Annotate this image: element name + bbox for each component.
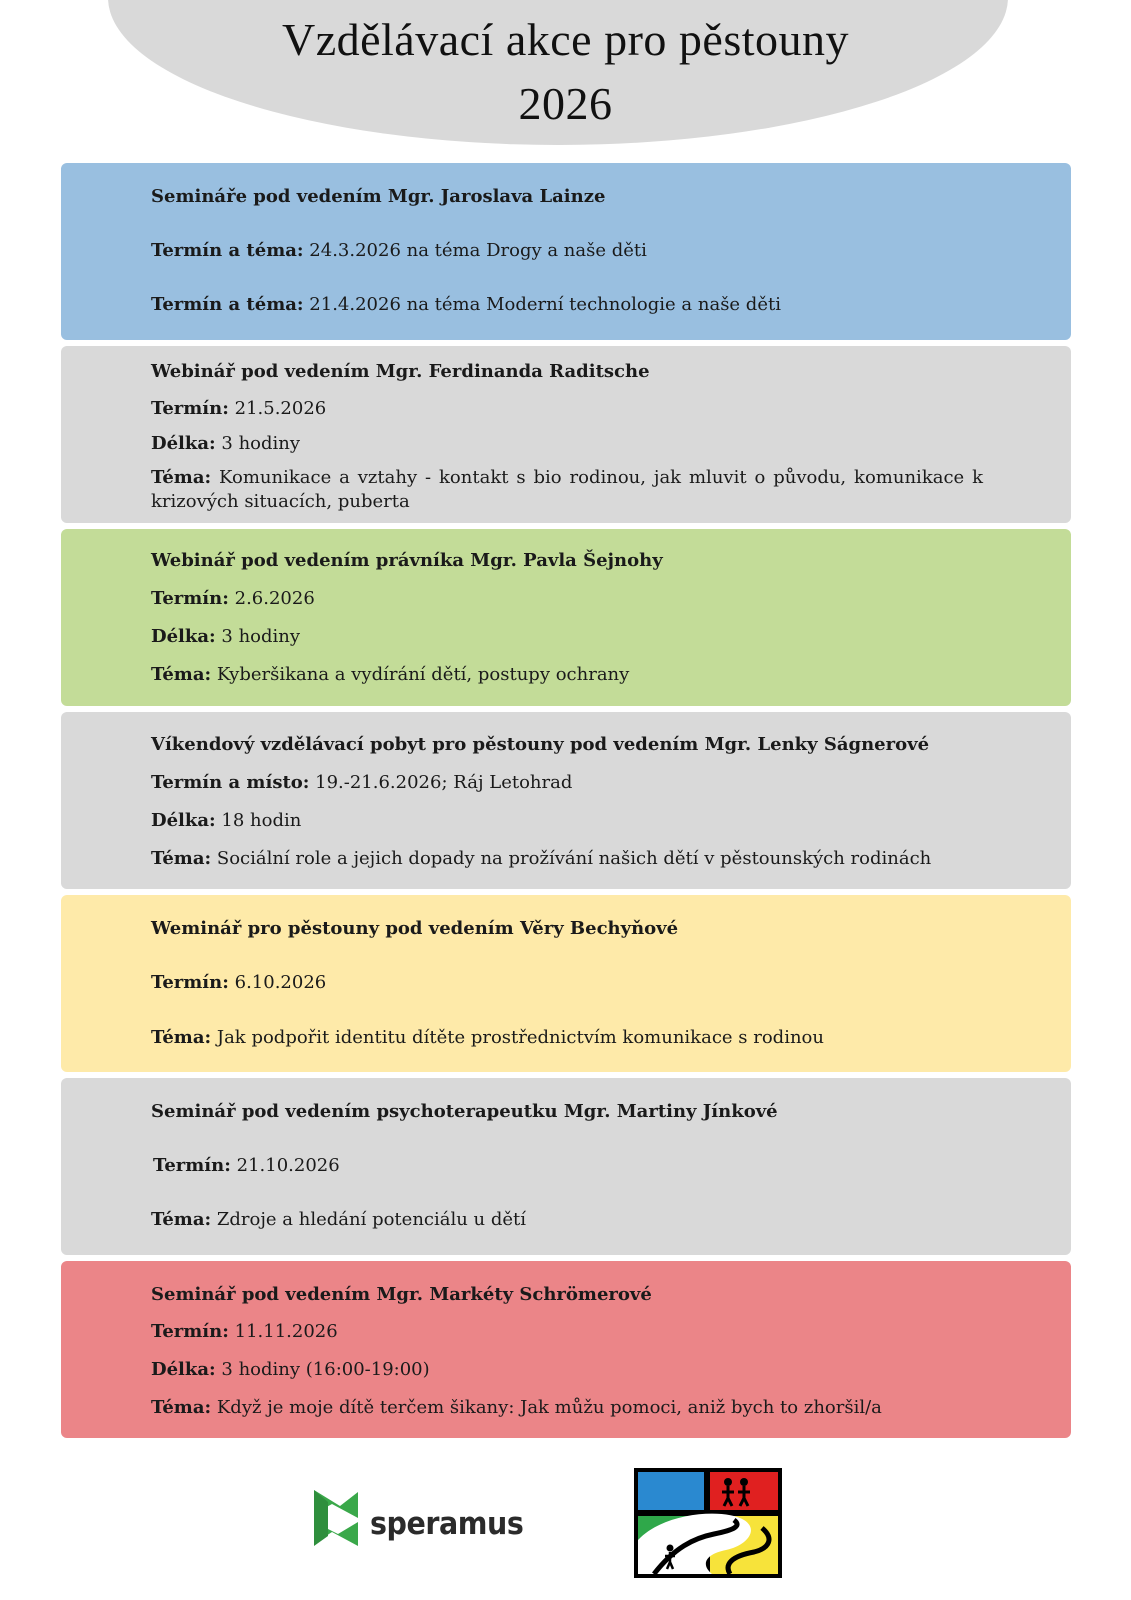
event-label: Téma: xyxy=(151,1027,212,1048)
event-line xyxy=(151,1208,983,1232)
event-label: Délka: xyxy=(151,626,216,647)
event-value: 11.11.2026 xyxy=(228,1321,338,1342)
event-label: Termín: xyxy=(151,588,229,609)
event-value: Kyberšikana a vydírání dětí, postupy ochrany xyxy=(211,664,630,685)
event-label: Délka: xyxy=(151,433,216,454)
event-card-bechynova xyxy=(61,895,1071,1072)
event-value: 21.5.2026 xyxy=(228,398,327,419)
event-line xyxy=(151,1026,983,1050)
event-value: 3 hodiny xyxy=(215,626,301,647)
event-value: 24.3.2026 na téma Drogy a naše děti xyxy=(303,240,647,261)
event-value: 18 hodin xyxy=(215,810,302,831)
event-card-jinkova xyxy=(61,1078,1071,1255)
event-label: Termín: xyxy=(151,398,229,419)
event-line xyxy=(151,771,983,795)
event-card-raditsch xyxy=(61,346,1071,523)
speramus-logo xyxy=(312,1488,522,1558)
event-value: Když je moje dítě terčem šikany: Jak můžu pomoci, aniž bych to zhoršil/a xyxy=(211,1397,882,1418)
event-line xyxy=(151,466,983,514)
event-value: 6.10.2026 xyxy=(228,972,327,993)
event-value: 2.6.2026 xyxy=(228,588,315,609)
event-card-lainze xyxy=(61,163,1071,340)
event-heading: Seminář pod vedením Mgr. Markéty Schrömerové xyxy=(151,1284,652,1305)
event-label: Téma: xyxy=(151,1397,212,1418)
event-line xyxy=(151,587,983,611)
event-value: 19.-21.6.2026; Ráj Letohrad xyxy=(309,772,573,793)
event-card-sagnerova xyxy=(61,712,1071,889)
event-line xyxy=(151,663,983,687)
event-line xyxy=(151,1320,983,1344)
event-heading: Seminář pod vedením psychoterapeutku Mgr. Martiny Jínkové xyxy=(151,1101,778,1122)
event-value: 3 hodiny xyxy=(215,433,301,454)
event-line xyxy=(151,809,983,833)
speramus-s-icon xyxy=(312,1488,364,1548)
event-line xyxy=(151,1358,983,1382)
event-heading: Webinář pod vedením právníka Mgr. Pavla Šejnohy xyxy=(151,550,663,571)
family-road-logo-icon xyxy=(634,1468,782,1578)
event-heading: Webinář pod vedením Mgr. Ferdinanda Raditsche xyxy=(151,361,650,382)
event-value: Komunikace a vztahy - kontakt s bio rodinou, jak mluvit o původu, komunikace k krizových situacích, puberta xyxy=(151,467,983,512)
event-card-sejnoha xyxy=(61,529,1071,706)
event-value: 21.10.2026 xyxy=(230,1155,340,1176)
event-line xyxy=(151,971,983,995)
event-heading: Víkendový vzdělávací pobyt pro pěstouny pod vedením Mgr. Lenky Ságnerové xyxy=(151,734,930,755)
event-heading: Semináře pod vedením Mgr. Jaroslava Lainze xyxy=(151,186,606,207)
event-line xyxy=(151,847,983,871)
page-title-line2: 2026 xyxy=(518,78,613,129)
event-value: Jak podpořit identitu dítěte prostřednictvím komunikace s rodinou xyxy=(211,1027,824,1048)
event-line xyxy=(151,625,983,649)
event-label: Délka: xyxy=(151,1359,216,1380)
event-line xyxy=(151,1396,983,1420)
event-value: 3 hodiny (16:00-19:00) xyxy=(215,1359,430,1380)
event-card-schromerova xyxy=(61,1261,1071,1438)
event-value: 21.4.2026 na téma Moderní technologie a naše děti xyxy=(303,294,781,315)
event-line xyxy=(153,1154,983,1178)
event-label: Termín a téma: xyxy=(151,240,304,261)
page-title-line1: Vzdělávací akce pro pěstouny xyxy=(281,14,850,65)
event-line xyxy=(151,293,983,317)
event-line xyxy=(151,239,983,263)
event-heading: Weminář pro pěstouny pod vedením Věry Bechyňové xyxy=(151,918,679,939)
event-label: Téma: xyxy=(151,467,212,488)
event-line xyxy=(151,432,983,456)
event-label: Termín: xyxy=(151,972,229,993)
event-line xyxy=(151,397,983,421)
event-value: Sociální role a jejich dopady na prožívání našich dětí v pěstounských rodinách xyxy=(211,848,932,869)
event-label: Termín a téma: xyxy=(151,294,304,315)
event-label: Téma: xyxy=(151,664,212,685)
event-label: Termín: xyxy=(153,1155,231,1176)
speramus-wordmark: speramus xyxy=(370,1506,524,1542)
event-label: Termín a místo: xyxy=(151,772,310,793)
event-value: Zdroje a hledání potenciálu u dětí xyxy=(211,1209,527,1230)
event-label: Délka: xyxy=(151,810,216,831)
event-label: Téma: xyxy=(151,848,212,869)
event-label: Termín: xyxy=(151,1321,229,1342)
page-title xyxy=(0,8,1131,136)
event-label: Téma: xyxy=(151,1209,212,1230)
